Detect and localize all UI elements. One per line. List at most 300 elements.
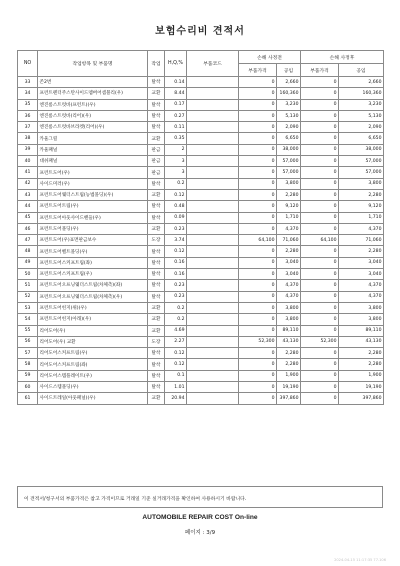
row-after-part-price: 0 [301,133,339,144]
row-after-labor: 57,000 [339,156,384,167]
row-item-name: 리어도어(우) [38,325,148,336]
row-part-code [187,348,239,359]
row-no: 61 [18,393,38,404]
row-before-labor: 3,230 [277,99,301,110]
row-item-name: 대쉬패널 [38,156,148,167]
row-before-part-price: 0 [239,178,277,189]
row-after-labor: 1,900 [339,370,384,381]
row-after-part-price: 0 [301,359,339,370]
row-after-labor: 2,280 [339,359,384,370]
row-after-labor: 89,110 [339,325,384,336]
row-before-labor: 9,120 [277,201,301,212]
row-work-type: 교환 [148,223,165,234]
document-title: 보험수리비 견적서 [155,26,245,37]
row-part-code [187,246,239,257]
row-before-part-price: 0 [239,370,277,381]
row-after-labor: 4,370 [339,280,384,291]
row-after-labor: 2,090 [339,122,384,133]
row-after-labor: 3,800 [339,314,384,325]
row-before-part-price: 0 [239,189,277,200]
row-before-part-price: 0 [239,348,277,359]
row-item-name: 리어도어스텝플레이트(우) [38,370,148,381]
header-after-labor: 공임 [339,64,384,77]
row-before-part-price: 64,100 [239,235,277,246]
row-item-name: 프런트도어(우) [38,167,148,178]
estimate-rows [18,77,384,405]
row-item-name: 프런트도어몰딩(우) [38,223,148,234]
row-after-part-price: 0 [301,348,339,359]
header-before-assessment: 손해 사정전 [239,51,301,64]
row-after-part-price: 0 [301,393,339,404]
row-no: 56 [18,336,38,347]
row-before-part-price: 0 [239,77,277,88]
table-row [18,122,384,133]
header-item: 작업항목 및 부품명 [38,51,148,77]
row-after-part-price: 0 [301,77,339,88]
row-hours: 0.2 [165,302,187,313]
row-before-labor: 43,130 [277,336,301,347]
row-item-name: 사이드트레일(아웃패널)(우) [38,393,148,404]
row-after-labor: 3,040 [339,269,384,280]
header-part-code: 부품코드 [187,51,239,77]
row-before-part-price: 0 [239,269,277,280]
row-work-type: 탈착 [148,382,165,393]
row-hours: 0.16 [165,257,187,268]
row-before-part-price: 0 [239,246,277,257]
table-row [18,302,384,313]
row-item-name: 프런트도어오프닝웨더스트립(차체측)(좌) [38,280,148,291]
row-no: 50 [18,269,38,280]
row-part-code [187,167,239,178]
table-row [18,212,384,223]
row-hours: 0.12 [165,189,187,200]
row-before-part-price: 0 [239,167,277,178]
row-item-name: 존2번 [38,77,148,88]
row-after-labor: 2,280 [339,348,384,359]
footer-title: AUTOMOBILE REPAIR COST On-line [142,514,258,521]
header-before-labor: 공임 [277,64,301,77]
row-before-labor: 57,000 [277,156,301,167]
row-before-labor: 4,370 [277,223,301,234]
row-after-part-price: 0 [301,246,339,257]
row-before-labor: 160,360 [277,88,301,99]
row-part-code [187,156,239,167]
row-item-name: 프런트도어스커프트림(좌) [38,257,148,268]
row-hours: 2.27 [165,336,187,347]
row-work-type: 탈착 [148,280,165,291]
row-after-labor: 397,860 [339,393,384,404]
row-after-part-price: 52,300 [301,336,339,347]
table-row [18,257,384,268]
row-after-part-price: 0 [301,144,339,155]
row-work-type: 교환 [148,302,165,313]
row-before-labor: 2,090 [277,122,301,133]
row-part-code [187,393,239,404]
row-before-labor: 3,800 [277,302,301,313]
row-no: 51 [18,280,38,291]
row-hours: 3 [165,167,187,178]
row-work-type: 교환 [148,314,165,325]
row-after-labor: 71,060 [339,235,384,246]
row-part-code [187,122,239,133]
row-before-part-price: 0 [239,110,277,121]
row-no: 49 [18,257,38,268]
row-after-part-price: 0 [301,99,339,110]
header-no: NO [18,51,38,77]
row-before-labor: 5,130 [277,110,301,121]
table-row [18,110,384,121]
row-after-labor: 3,800 [339,178,384,189]
row-item-name: 프런트도어힌지(아래)(우) [38,314,148,325]
row-no: 52 [18,291,38,302]
row-work-type: 탈착 [148,110,165,121]
table-row [18,336,384,347]
row-before-labor: 6,650 [277,133,301,144]
row-part-code [187,110,239,121]
row-no: 41 [18,167,38,178]
row-work-type: 탈착 [148,370,165,381]
row-no: 47 [18,235,38,246]
row-item-name: 리어도어스커프트림(우) [38,348,148,359]
row-item-name: 프런트도어아웃사이드핸들(우) [38,212,148,223]
row-work-type: 탈착 [148,122,165,133]
row-before-labor: 1,710 [277,212,301,223]
header-after-part-price: 부품가격 [301,64,339,77]
row-after-labor: 57,000 [339,167,384,178]
row-hours: 0.27 [165,110,187,121]
row-part-code [187,235,239,246]
row-hours: 0.35 [165,133,187,144]
row-item-name: 사이드스텝몰딩(우) [38,382,148,393]
row-part-code [187,178,239,189]
row-before-part-price: 0 [239,325,277,336]
table-row [18,167,384,178]
row-before-labor: 1,900 [277,370,301,381]
row-item-name: 프런트도어벨트몰딩(우) [38,246,148,257]
row-after-part-price: 0 [301,189,339,200]
row-hours: 1.01 [165,382,187,393]
row-no: 48 [18,246,38,257]
table-row [18,382,384,393]
row-part-code [187,382,239,393]
row-work-type: 도장 [148,336,165,347]
page-number: 페이지 : 3/9 [184,530,216,536]
row-before-part-price: 0 [239,393,277,404]
row-work-type: 탈착 [148,212,165,223]
row-no: 60 [18,382,38,393]
row-before-part-price: 0 [239,156,277,167]
row-after-part-price: 0 [301,178,339,189]
row-item-name: 프런트도어트림(우) [38,201,148,212]
table-row [18,189,384,200]
row-no: 43 [18,189,38,200]
row-before-part-price: 0 [239,88,277,99]
row-item-name: 프런트도어스커프트림(우) [38,269,148,280]
row-after-labor: 5,130 [339,110,384,121]
row-before-part-price: 0 [239,223,277,234]
table-row [18,393,384,404]
row-item-name: 리어도어(우) 교환 [38,336,148,347]
row-item-name: 사이드미러(우) [38,178,148,189]
row-no: 39 [18,144,38,155]
row-part-code [187,88,239,99]
row-work-type: 교환 [148,133,165,144]
row-hours: 0.12 [165,348,187,359]
row-no: 35 [18,99,38,110]
row-part-code [187,99,239,110]
row-before-part-price: 52,300 [239,336,277,347]
row-after-part-price: 64,100 [301,235,339,246]
row-after-part-price: 0 [301,167,339,178]
row-item-name: 프런트도어오프닝웨더스트립(차체측)(우) [38,291,148,302]
table-row [18,133,384,144]
table-row [18,77,384,88]
row-after-part-price: 0 [301,156,339,167]
row-before-part-price: 0 [239,257,277,268]
row-hours: 0.14 [165,77,187,88]
row-after-part-price: 0 [301,269,339,280]
row-before-labor: 2,280 [277,246,301,257]
row-before-labor: 2,280 [277,348,301,359]
row-hours: 0.11 [165,122,187,133]
row-no: 53 [18,302,38,313]
row-work-type: 탈착 [148,257,165,268]
row-work-type: 판금 [148,167,165,178]
row-after-part-price: 0 [301,223,339,234]
row-work-type: 탈착 [148,348,165,359]
row-before-part-price: 0 [239,382,277,393]
row-before-labor: 3,800 [277,178,301,189]
row-work-type: 교환 [148,393,165,404]
row-no: 37 [18,122,38,133]
row-part-code [187,325,239,336]
row-no: 44 [18,201,38,212]
row-after-part-price: 0 [301,382,339,393]
row-before-labor: 3,040 [277,257,301,268]
table-row [18,178,384,189]
print-timestamp: 2024-04-15 11:17:35 77.106 [334,558,386,562]
header-work: 작업 [148,51,165,77]
row-before-part-price: 0 [239,291,277,302]
row-before-labor: 397,860 [277,393,301,404]
row-after-labor: 160,360 [339,88,384,99]
table-row [18,325,384,336]
row-before-labor: 2,280 [277,359,301,370]
row-no: 58 [18,359,38,370]
table-row [18,144,384,155]
row-item-name: 카울패널 [38,144,148,155]
table-row [18,370,384,381]
row-no: 38 [18,133,38,144]
table-row [18,314,384,325]
row-work-type: 탈착 [148,201,165,212]
row-part-code [187,257,239,268]
row-after-labor: 3,040 [339,257,384,268]
row-item-name: 엔진룸스트럿바브라켓(리어)(우) [38,122,148,133]
row-no: 46 [18,223,38,234]
table-row [18,88,384,99]
row-no: 40 [18,156,38,167]
row-part-code [187,314,239,325]
row-hours: 0.16 [165,269,187,280]
table-row [18,291,384,302]
row-after-labor: 3,230 [339,99,384,110]
table-row [18,246,384,257]
row-before-labor: 38,000 [277,144,301,155]
row-hours: 0.23 [165,291,187,302]
row-hours: 0.23 [165,223,187,234]
row-hours: 0.2 [165,178,187,189]
table-row [18,201,384,212]
row-hours: 0.12 [165,359,187,370]
row-after-labor: 19,190 [339,382,384,393]
row-after-part-price: 0 [301,122,339,133]
header-before-part-price: 부품가격 [239,64,277,77]
row-before-part-price: 0 [239,280,277,291]
row-work-type: 교환 [148,88,165,99]
row-before-part-price: 0 [239,314,277,325]
row-no: 34 [18,88,38,99]
row-no: 55 [18,325,38,336]
row-after-labor: 2,660 [339,77,384,88]
row-part-code [187,370,239,381]
row-after-labor: 1,710 [339,212,384,223]
row-after-part-price: 0 [301,257,339,268]
header-after-assessment: 손해 사정후 [301,51,384,64]
row-before-part-price: 0 [239,302,277,313]
row-work-type: 판금 [148,156,165,167]
row-before-part-price: 0 [239,212,277,223]
row-after-part-price: 0 [301,212,339,223]
row-item-name: 프런트펜더주스탄사이드멤버어셈블리(우) [38,88,148,99]
row-item-name: 엔진룸스트럿바(프런트)(우) [38,99,148,110]
row-hours: 8.44 [165,88,187,99]
row-before-labor: 19,190 [277,382,301,393]
row-part-code [187,212,239,223]
row-before-labor: 3,800 [277,314,301,325]
row-before-labor: 2,280 [277,189,301,200]
row-hours: 4.69 [165,325,187,336]
row-after-part-price: 0 [301,201,339,212]
row-after-labor: 43,130 [339,336,384,347]
table-row [18,99,384,110]
row-hours: 0.1 [165,370,187,381]
row-after-part-price: 0 [301,314,339,325]
row-part-code [187,223,239,234]
row-after-part-price: 0 [301,370,339,381]
row-work-type: 탈착 [148,246,165,257]
table-row [18,156,384,167]
row-after-part-price: 0 [301,110,339,121]
row-after-labor: 4,370 [339,291,384,302]
row-after-labor: 6,650 [339,133,384,144]
row-before-part-price: 0 [239,201,277,212]
row-part-code [187,302,239,313]
row-work-type: 판금 [148,144,165,155]
row-before-part-price: 0 [239,359,277,370]
estimate-table [17,50,384,405]
table-row [18,348,384,359]
row-no: 36 [18,110,38,121]
row-hours: 3.74 [165,235,187,246]
row-after-labor: 3,800 [339,302,384,313]
row-item-name: 엔진룸스트럿바(리어)(우) [38,110,148,121]
row-before-labor: 4,370 [277,280,301,291]
row-before-labor: 57,000 [277,167,301,178]
row-no: 42 [18,178,38,189]
row-part-code [187,189,239,200]
row-after-part-price: 0 [301,88,339,99]
table-row [18,280,384,291]
row-after-labor: 2,280 [339,246,384,257]
row-after-part-price: 0 [301,291,339,302]
row-work-type: 탈착 [148,269,165,280]
row-after-part-price: 0 [301,325,339,336]
table-row [18,235,384,246]
row-before-labor: 89,110 [277,325,301,336]
row-no: 33 [18,77,38,88]
row-hours: 0.09 [165,212,187,223]
table-row [18,223,384,234]
row-work-type: 교환 [148,189,165,200]
table-row [18,269,384,280]
row-work-type: 도장 [148,235,165,246]
row-part-code [187,336,239,347]
row-hours: 3 [165,156,187,167]
row-hours: 0.48 [165,201,187,212]
row-item-name: 리어도어스커프트림(좌) [38,359,148,370]
header-row-top [18,51,384,64]
row-before-part-price: 0 [239,122,277,133]
row-work-type: 탈착 [148,359,165,370]
row-hours: 2 [165,144,187,155]
row-before-part-price: 0 [239,99,277,110]
row-before-labor: 71,060 [277,235,301,246]
row-hours: 20.94 [165,393,187,404]
row-before-part-price: 0 [239,144,277,155]
row-work-type: 교환 [148,325,165,336]
row-item-name: 프런트도어웨더스트립(능법몰딩)(우) [38,189,148,200]
row-no: 59 [18,370,38,381]
row-item-name: 카울그릴 [38,133,148,144]
row-hours: 0.23 [165,280,187,291]
row-before-labor: 4,370 [277,291,301,302]
row-no: 54 [18,314,38,325]
row-part-code [187,144,239,155]
row-item-name: 프런트도어(우)표면판금보수 [38,235,148,246]
row-part-code [187,269,239,280]
row-part-code [187,291,239,302]
row-before-part-price: 0 [239,133,277,144]
row-after-labor: 4,370 [339,223,384,234]
row-after-labor: 9,120 [339,201,384,212]
row-part-code [187,280,239,291]
row-item-name: 프런트도어힌지(위)(우) [38,302,148,313]
row-hours: 0.17 [165,99,187,110]
disclaimer-note: 이 견적서/청구서의 부품가격은 참고 가격이므로 거래일 기준 실거래가격을 확인하여 사용하시기 바랍니다. [17,486,383,508]
row-work-type: 탈착 [148,99,165,110]
table-row [18,359,384,370]
row-work-type: 탈착 [148,178,165,189]
row-after-labor: 2,280 [339,189,384,200]
row-after-part-price: 0 [301,302,339,313]
row-part-code [187,201,239,212]
row-after-labor: 38,000 [339,144,384,155]
row-before-labor: 3,040 [277,269,301,280]
row-after-part-price: 0 [301,280,339,291]
row-no: 45 [18,212,38,223]
header-hours: H,Q,% [165,51,187,77]
